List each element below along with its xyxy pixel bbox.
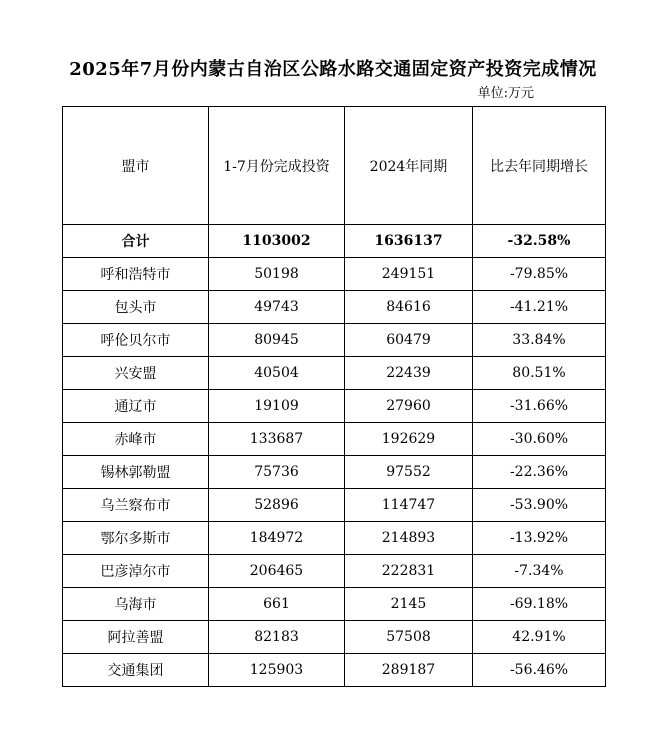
yoy-growth-cell: 42.91%	[473, 621, 606, 654]
table-row	[63, 291, 606, 324]
same-period-2024-cell: 214893	[345, 522, 473, 555]
region-cell: 包头市	[63, 291, 209, 324]
table-row	[63, 456, 606, 489]
yoy-growth-cell: -69.18%	[473, 588, 606, 621]
completed-investment-cell: 52896	[209, 489, 345, 522]
yoy-growth-cell: 80.51%	[473, 357, 606, 390]
same-period-2024-cell: 114747	[345, 489, 473, 522]
completed-investment-cell: 75736	[209, 456, 345, 489]
same-period-2024-cell: 249151	[345, 258, 473, 291]
yoy-growth-cell: -79.85%	[473, 258, 606, 291]
region-cell: 乌海市	[63, 588, 209, 621]
same-period-2024-cell: 192629	[345, 423, 473, 456]
completed-investment-cell: 206465	[209, 555, 345, 588]
completed-investment-cell: 80945	[209, 324, 345, 357]
yoy-growth-cell: -13.92%	[473, 522, 606, 555]
region-cell: 锡林郭勒盟	[63, 456, 209, 489]
same-period-2024-cell: 60479	[345, 324, 473, 357]
table-row	[63, 489, 606, 522]
investment-table	[62, 106, 606, 687]
table-row	[63, 357, 606, 390]
completed-investment-cell: 50198	[209, 258, 345, 291]
completed-investment-cell: 40504	[209, 357, 345, 390]
completed-investment-cell: 19109	[209, 390, 345, 423]
table-row	[63, 654, 606, 687]
table-row	[63, 588, 606, 621]
completed-investment-cell: 1103002	[209, 225, 345, 258]
yoy-growth-cell: -32.58%	[473, 225, 606, 258]
table-row	[63, 423, 606, 456]
same-period-2024-cell: 289187	[345, 654, 473, 687]
column-header-completed-investment: 1-7月份完成投资	[209, 107, 345, 225]
region-cell: 巴彦淖尔市	[63, 555, 209, 588]
yoy-growth-cell: -30.60%	[473, 423, 606, 456]
table-row	[63, 555, 606, 588]
same-period-2024-cell: 57508	[345, 621, 473, 654]
table-row	[63, 522, 606, 555]
same-period-2024-cell: 84616	[345, 291, 473, 324]
column-header-region: 盟市	[63, 107, 209, 225]
same-period-2024-cell: 1636137	[345, 225, 473, 258]
region-cell: 交通集团	[63, 654, 209, 687]
region-cell: 乌兰察布市	[63, 489, 209, 522]
unit-label: 单位:万元	[477, 86, 534, 101]
column-header-yoy-growth: 比去年同期增长	[473, 107, 606, 225]
table-row	[63, 258, 606, 291]
region-cell: 呼和浩特市	[63, 258, 209, 291]
region-cell: 通辽市	[63, 390, 209, 423]
yoy-growth-cell: -53.90%	[473, 489, 606, 522]
completed-investment-cell: 125903	[209, 654, 345, 687]
completed-investment-cell: 49743	[209, 291, 345, 324]
table-row	[63, 225, 606, 258]
column-header-same-period-2024: 2024年同期	[345, 107, 473, 225]
completed-investment-cell: 661	[209, 588, 345, 621]
yoy-growth-cell: -41.21%	[473, 291, 606, 324]
yoy-growth-cell: -22.36%	[473, 456, 606, 489]
page-title: 2025年7月份内蒙古自治区公路水路交通固定资产投资完成情况	[69, 59, 597, 80]
region-cell: 鄂尔多斯市	[63, 522, 209, 555]
table-row	[63, 621, 606, 654]
region-cell: 阿拉善盟	[63, 621, 209, 654]
table-row	[63, 390, 606, 423]
yoy-growth-cell: 33.84%	[473, 324, 606, 357]
same-period-2024-cell: 27960	[345, 390, 473, 423]
table-header-row	[63, 107, 606, 225]
table-row	[63, 324, 606, 357]
region-cell: 兴安盟	[63, 357, 209, 390]
region-cell: 合计	[63, 225, 209, 258]
region-cell: 呼伦贝尔市	[63, 324, 209, 357]
region-cell: 赤峰市	[63, 423, 209, 456]
yoy-growth-cell: -31.66%	[473, 390, 606, 423]
yoy-growth-cell: -7.34%	[473, 555, 606, 588]
same-period-2024-cell: 97552	[345, 456, 473, 489]
same-period-2024-cell: 22439	[345, 357, 473, 390]
same-period-2024-cell: 2145	[345, 588, 473, 621]
completed-investment-cell: 82183	[209, 621, 345, 654]
completed-investment-cell: 184972	[209, 522, 345, 555]
same-period-2024-cell: 222831	[345, 555, 473, 588]
yoy-growth-cell: -56.46%	[473, 654, 606, 687]
completed-investment-cell: 133687	[209, 423, 345, 456]
